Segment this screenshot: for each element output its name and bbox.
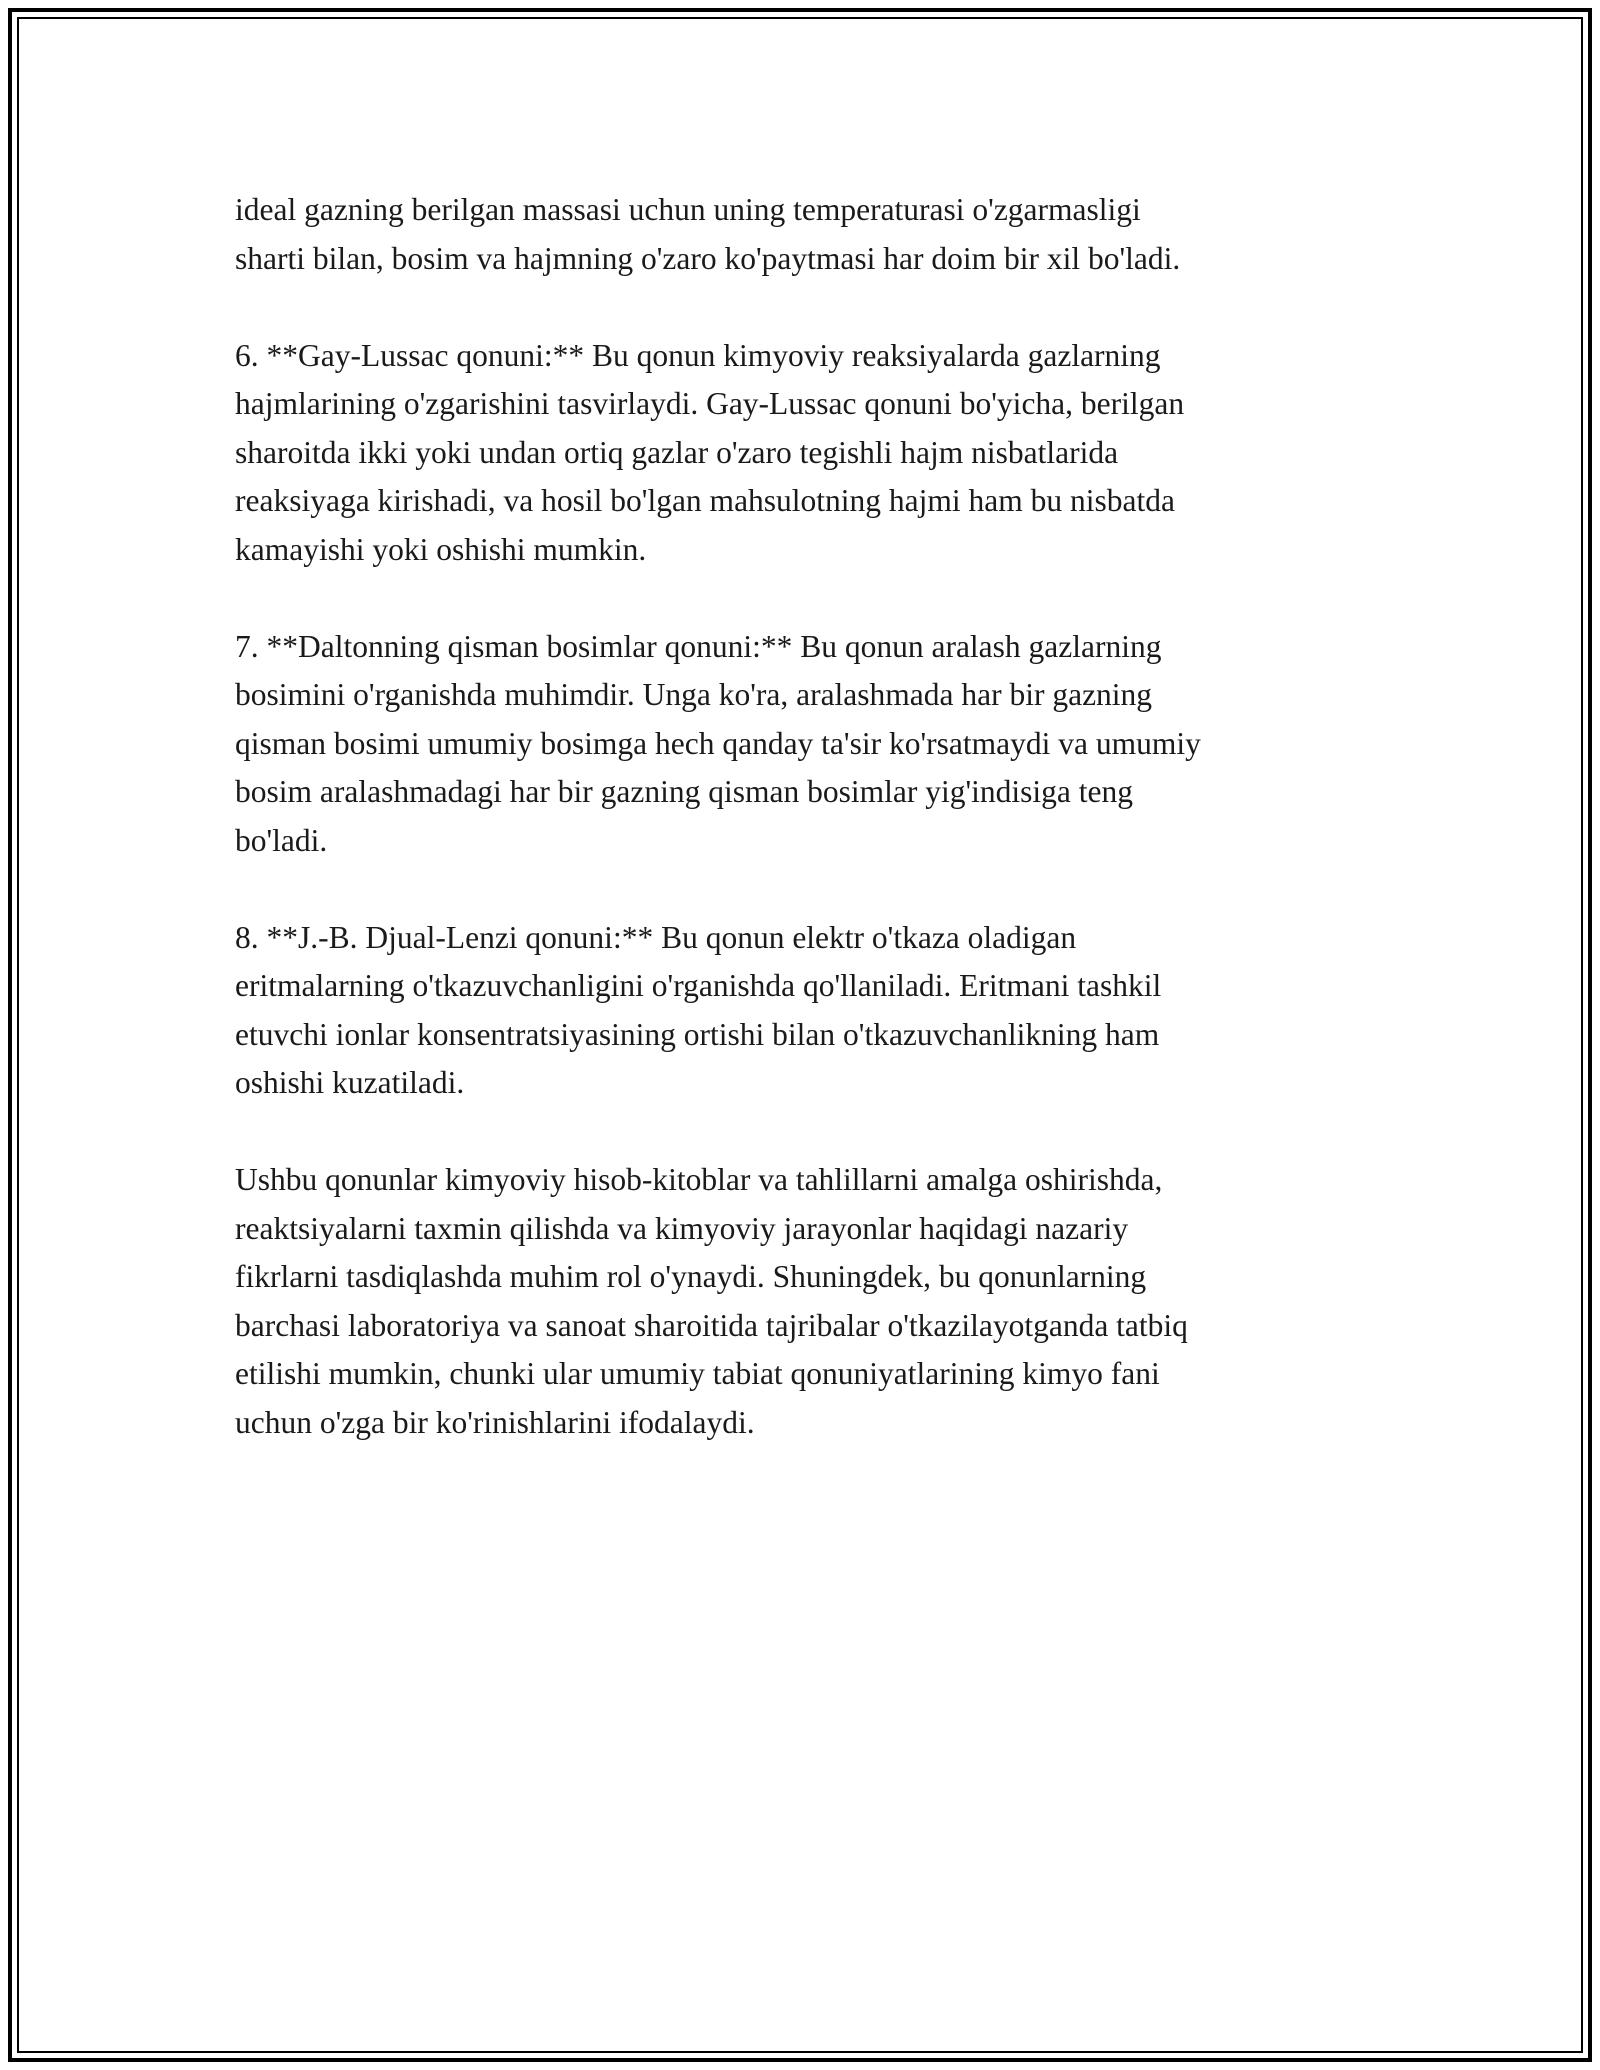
text-line: hajmlarining o'zgarishini tasvirlaydi. Gay-Lussac qonuni bo'yicha, berilgan <box>235 386 1185 421</box>
text-line: bosim aralashmadagi har bir gazning qisman bosimlar yig'indisiga teng <box>235 774 1133 809</box>
paragraph-dalton-law <box>235 623 1375 866</box>
text-line: kamayishi yoki oshishi mumkin. <box>235 531 647 567</box>
document-body <box>235 186 1375 1447</box>
text-line: sharti bilan, bosim va hajmning o'zaro ko'paytmasi har doim bir xil bo'ladi. <box>235 240 1181 276</box>
text-line: bo'ladi. <box>235 822 328 858</box>
text-line: etuvchi ionlar konsentratsiyasining ortishi bilan o'tkazuvchanlikning ham <box>235 1016 1160 1052</box>
text-line: eritmalarning o'tkazuvchanligini o'rganishda qo'llaniladi. Eritmani tashkil <box>235 968 1162 1003</box>
text-line: reaktsiyalarni taxmin qilishda va kimyoviy jarayonlar haqidagi nazariy <box>235 1210 1129 1246</box>
paragraph-gay-lussac-law <box>235 332 1375 575</box>
text-line: ideal gazning berilgan massasi uchun uning temperaturasi o'zgarmasligi <box>235 192 1141 227</box>
text-line: Ushbu qonunlar kimyoviy hisob-kitoblar va tahlillarni amalga oshirishda, <box>235 1162 1163 1197</box>
text-line: barchasi laboratoriya va sanoat sharoitida tajribalar o'tkazilayotganda tatbiq <box>235 1307 1188 1343</box>
text-line: fikrlarni tasdiqlashda muhim rol o'ynaydi. Shuningdek, bu qonunlarning <box>235 1259 1147 1294</box>
text-line: qisman bosimi umumiy bosimga hech qanday ta'sir ko'rsatmaydi va umumiy <box>235 725 1201 761</box>
text-line: oshishi kuzatiladi. <box>235 1065 465 1100</box>
text-line: etilishi mumkin, chunki ular umumiy tabiat qonuniyatlarining kimyo fani <box>235 1356 1160 1391</box>
paragraph-conclusion <box>235 1156 1375 1447</box>
text-line: reaksiyaga kirishadi, va hosil bo'lgan mahsulotning hajmi ham bu nisbatda <box>235 483 1176 518</box>
paragraph-boyle-mariotte-continuation <box>235 186 1375 283</box>
text-line: bosimini o'rganishda muhimdir. Unga ko'ra, aralashmada har bir gazning <box>235 677 1153 712</box>
text-line: 7. **Daltonning qisman bosimlar qonuni:** Bu qonun aralash gazlarning <box>235 628 1162 664</box>
text-line: 8. **J.-B. Djual-Lenzi qonuni:** Bu qonun elektr o'tkaza oladigan <box>235 919 1077 955</box>
text-line: sharoitda ikki yoki undan ortiq gazlar o'zaro tegishli hajm nisbatlarida <box>235 434 1119 470</box>
text-line: 6. **Gay-Lussac qonuni:** Bu qonun kimyoviy reaksiyalarda gazlarning <box>235 337 1161 373</box>
paragraph-joule-lenz-law <box>235 914 1375 1108</box>
text-line: uchun o'zga bir ko'rinishlarini ifodalaydi. <box>235 1404 755 1440</box>
